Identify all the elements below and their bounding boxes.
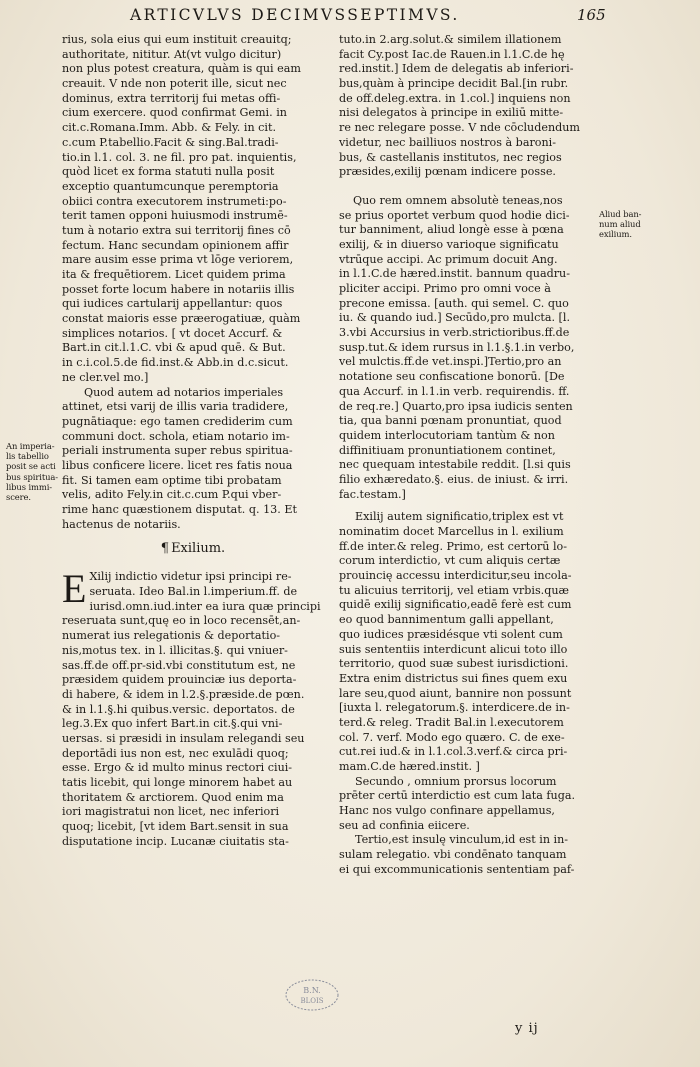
stamp-text-top: B.N. <box>303 986 321 995</box>
text-line: dominus, extra territorij fui metas offi- <box>62 91 281 105</box>
text-line: lare seu,quod aiunt, bannire non possunt <box>339 686 572 700</box>
text-line: bus, & castellanis institutos, nec regios <box>339 150 562 164</box>
text-line: rime hanc quæstionem disputat. q. 13. Et <box>62 503 297 516</box>
text-line: susp.tut.& idem rursus in l.1.§.1.in verbo, <box>339 340 575 354</box>
text-line: terd.& releg. Tradit Bal.in l.executorem <box>339 715 564 729</box>
text-line: prēter certū interdictio est cum lata fuga. <box>339 789 576 803</box>
text-line: simplices notarios. [ vt docet Accurf. & <box>62 326 283 340</box>
marginal-line: num aliud <box>599 219 641 230</box>
text-line: se prius oportet verbum quod hodie dici- <box>339 208 570 222</box>
text-line: suis sententiis interdicunt alicui toto illo <box>339 642 568 656</box>
text-line: fac.testam.] <box>339 487 406 501</box>
text-line: numerat ius relegationis & deportatio- <box>62 629 281 643</box>
text-line: esse. Ergo & id multo minus rectori ciui- <box>62 761 293 775</box>
text-line: constat maioris esse præerogatiuæ, quàm <box>62 312 301 326</box>
text-line: vtrūque accipi. Ac primum docuit Ang. <box>339 252 558 266</box>
text-line: uersas. si præsidi in insulam relegandi seu <box>62 731 305 745</box>
text-line: tatis licebit, qui longe minorem habet au <box>62 776 293 789</box>
marginal-line: lis tabellio <box>6 451 49 462</box>
text-line: vel mulctis.ff.de vet.inspi.]Tertio,pro an <box>339 355 562 369</box>
text-line: iurisd.omn.iud.inter ea iura quæ principi <box>89 599 321 613</box>
text-line: sas.ff.de off.pr-sid.vbi constitutum est, ne <box>62 658 296 672</box>
text-line: præsidem quidem prouinciæ ius deporta- <box>62 673 297 687</box>
text-line: deportādi ius non est, nec exulādi quoq; <box>62 746 289 760</box>
pilcrow-mark: ¶ <box>160 541 170 557</box>
text-line: 3.vbi Accursius in verb.strictioribus.ff.de <box>339 326 570 340</box>
text-line: Extra enim districtus sui fines quem exu <box>339 671 568 685</box>
text-line: rius, sola eius qui eum instituit creauitq; <box>62 33 292 46</box>
library-stamp-icon <box>283 976 341 1014</box>
text-line: videtur, nec bailliuos nostros à baroni- <box>339 135 556 149</box>
text-line: filio exhæredato.§. eius. de iniust. & irri. <box>339 472 569 486</box>
text-line: posset forte locum habere in notariis illis <box>62 282 295 296</box>
stamp-text-bottom: BLOIS <box>300 997 324 1005</box>
text-line: Xilij indictio videtur ipsi principi re- <box>89 570 292 584</box>
text-line: exceptio quantumcunque peremptoria <box>62 179 279 193</box>
text-line: disputatione incip. Lucanæ ciuitatis sta- <box>62 834 289 848</box>
text-line: fit. Si tamen eam optime tibi probatam <box>62 473 282 487</box>
text-line: iori magistratui non licet, nec inferiori <box>62 805 280 819</box>
text-line: periali instrumenta super rebus spiritua- <box>62 444 293 458</box>
text-line: cit.c.Romana.Imm. Abb. & Fely. in cit. <box>62 121 276 135</box>
text-line: iu. & quando iud.] Secūdo,pro mulcta. [l. <box>339 311 570 325</box>
text-line: attinet, etsi varij de illis varia tradidere, <box>62 400 289 414</box>
marginal-note-right <box>599 209 641 240</box>
text-line: corum interdictio, vt cum aliquis certæ <box>339 554 561 568</box>
text-line: Tertio,est insulę vinculum,id est in in- <box>355 833 569 847</box>
text-line: fectum. Hanc secundam opinionem affir <box>62 238 289 252</box>
text-line: de req.re.] Quarto,pro ipsa iudicis senten <box>339 399 573 413</box>
marginal-line: scere. <box>6 492 31 503</box>
text-line: pugnātiaque: ego tamen crediderim cum <box>62 414 293 428</box>
text-line: Secundo , omnium prorsus locorum <box>355 774 557 788</box>
text-line: non plus potest creatura, quàm is qui eam <box>62 62 301 76</box>
marginal-line: Aliud ban- <box>599 209 642 219</box>
text-line: terit tamen opponi huiusmodi instrumē- <box>62 209 288 223</box>
left-column-bottom-text <box>62 566 324 849</box>
text-line: reseruata sunt,quę eo in loco recensēt,an- <box>62 614 301 628</box>
text-line: prouincię accessu interdicitur,seu incola- <box>339 569 572 583</box>
text-line: quidem interlocutoriam tantùm & non <box>339 428 555 442</box>
text-line: de off.deleg.extra. in 1.col.] inquiens non <box>339 91 571 105</box>
text-line: nominatim docet Marcellus in l. exilium <box>339 525 564 538</box>
text-line: ita & frequētiorem. Licet quidem prima <box>62 268 286 281</box>
text-line: libus conficere licere. licet res fatis noua <box>62 458 293 472</box>
drop-cap: E <box>62 566 87 612</box>
text-line: mare ausim esse prima vt lōge veriorem, <box>62 253 294 267</box>
text-line: cium exercere. quod confirmat Gemi. in <box>62 106 287 120</box>
text-line: velis, adito Fely.in cit.c.cum P.qui vber- <box>62 488 282 502</box>
text-line: nec quequam intestabile reddit. [l.si quis <box>339 458 571 472</box>
text-line: ff.de inter.& releg. Primo, est certorū lo- <box>339 539 568 553</box>
text-line: tia, qua banni pœnam pronuntiat, quod <box>339 414 562 428</box>
right-column <box>339 33 599 878</box>
text-line: qua Accurf. in l.1.in verb. requirendis. ff. <box>339 384 570 398</box>
text-line: col. 7. verf. Modo ego quæro. C. de exe- <box>339 730 565 744</box>
text-line: quoq; licebit, [vt idem Bart.sensit in sua <box>62 820 289 834</box>
text-line: Quod autem ad notarios imperiales <box>84 385 284 399</box>
text-line: di habere, & idem in l.2.§.præside.de pœn. <box>62 687 305 701</box>
text-line: territorio, quod suæ subest iurisdictioni. <box>339 657 569 671</box>
text-line: red.instit.] Idem de delegatis ab inferiori- <box>339 62 574 76</box>
text-line: tu alicuius territorij, vel etiam vrbis.quæ <box>339 583 569 597</box>
paragraph-gap <box>339 180 599 194</box>
text-line: qui iudices cartularij appellantur: quos <box>62 297 283 311</box>
text-line: leg.3.Ex quo infert Bart.in cit.§.qui vni- <box>62 717 283 731</box>
page-number: 165 <box>577 6 606 24</box>
text-line: authoritate, nititur. At(vt vulgo dicitur) <box>62 47 282 61</box>
paragraph-gap <box>339 502 599 510</box>
marginal-line: posit se acti <box>6 461 56 472</box>
text-line: seu ad confinia eiicere. <box>339 818 470 832</box>
text-line: precone emissa. [auth. qui semel. C. quo <box>339 296 569 310</box>
text-line: pliciter accipi. Primo pro omni voce à <box>339 282 551 295</box>
text-line: & in l.1.§.hi quibus.versic. deportatos. de <box>62 702 295 716</box>
text-line: notatione seu confiscatione bonorū. [De <box>339 370 565 384</box>
text-line: seruata. Ideo Bal.in l.imperium.ff. de <box>89 585 298 599</box>
text-line: quidē exilij significatio,eadē ferè est cum <box>339 598 572 612</box>
text-line: creauit. V nde non poterit ille, sicut nec <box>62 77 287 91</box>
text-line: ne cler.vel mo.] <box>62 370 149 384</box>
text-line: Exilij autem significatio,triplex est vt <box>355 510 564 524</box>
text-line: quo iudices præsidésque vti solent cum <box>339 627 563 641</box>
text-line: mam.C.de hæred.instit. ] <box>339 760 480 773</box>
signature-mark: y ij <box>515 1021 539 1036</box>
running-head: ARTICVLVS DECIMVSSEPTIMVS. <box>130 6 460 24</box>
text-line: diffinitiuam pronuntiationem continet, <box>339 443 556 457</box>
right-column-bottom-text <box>339 510 599 877</box>
text-line: nis,motus tex. in l. illicitas.§. qui vniuer- <box>62 643 288 657</box>
section-heading-text: Exilium. <box>171 541 226 557</box>
marginal-line: bus spiritua- <box>6 471 59 482</box>
text-line: obiici contra executorem instrumeti:po- <box>62 194 287 208</box>
left-column-top-text <box>62 33 324 532</box>
text-line: sulam relegatio. vbi condēnato tanquam <box>339 848 567 862</box>
text-line: ei qui excommunicationis sententiam paf- <box>339 862 575 876</box>
text-line: tuto.in 2.arg.solut.& similem illationem <box>339 33 562 46</box>
marginal-note-left <box>6 441 58 502</box>
text-line: re nec relegare posse. V nde cōcludendum <box>339 121 580 135</box>
text-line: in c.i.col.5.de fid.inst.& Abb.in d.c.sicut. <box>62 356 289 370</box>
text-line: in l.1.C.de hæred.instit. bannum quadru- <box>339 267 570 281</box>
text-line: Hanc nos vulgo confinare appellamus, <box>339 804 555 818</box>
right-column-middle-text <box>339 194 599 502</box>
text-line: tur banniment, aliud longè esse à pœna <box>339 223 564 237</box>
text-line: præsides,exilij pœnam indicere posse. <box>339 165 556 179</box>
text-line: Bart.in cit.l.1.C. vbi & apud quē. & But. <box>62 341 286 355</box>
text-line: quòd licet ex forma statuti nulla posit <box>62 165 275 179</box>
text-line: tum à notario extra sui territorij fines cō <box>62 223 291 237</box>
text-line: exilij, & in diuerso varioque significatu <box>339 237 559 251</box>
text-line: nisi delegatos à principe in exiliū mitte- <box>339 106 564 120</box>
text-line: facit Cy.post Iac.de Rauen.in l.1.C.de hę <box>339 47 565 61</box>
text-line: cut.rei iud.& in l.1.col.3.verf.& circa pri- <box>339 745 568 759</box>
text-line: communi doct. schola, etiam notario im- <box>62 429 290 443</box>
marginal-line: libus immi- <box>6 481 53 492</box>
text-line: [iuxta l. relegatorum.§. interdicere.de in- <box>339 701 570 715</box>
right-column-top-text <box>339 33 599 180</box>
text-line: bus,quàm à principe decidit Bal.[in rubr. <box>339 77 569 91</box>
text-line: Quo rem omnem absolutè teneas,nos <box>353 193 563 207</box>
text-line: tio.in l.1. col. 3. ne fil. pro pat. inquientis, <box>62 150 297 164</box>
marginal-line: An imperia- <box>6 441 55 451</box>
text-line: c.cum P.tabellio.Facit & sing.Bal.tradi- <box>62 135 279 149</box>
text-line: eo quod bannimentum galli appellant, <box>339 613 554 627</box>
text-line: hactenus de notariis. <box>62 517 181 531</box>
left-column <box>62 33 324 849</box>
text-line: thoritatem & arctiorem. Quod enim ma <box>62 790 284 804</box>
section-heading <box>62 540 324 558</box>
marginal-line: exilium. <box>599 229 632 240</box>
